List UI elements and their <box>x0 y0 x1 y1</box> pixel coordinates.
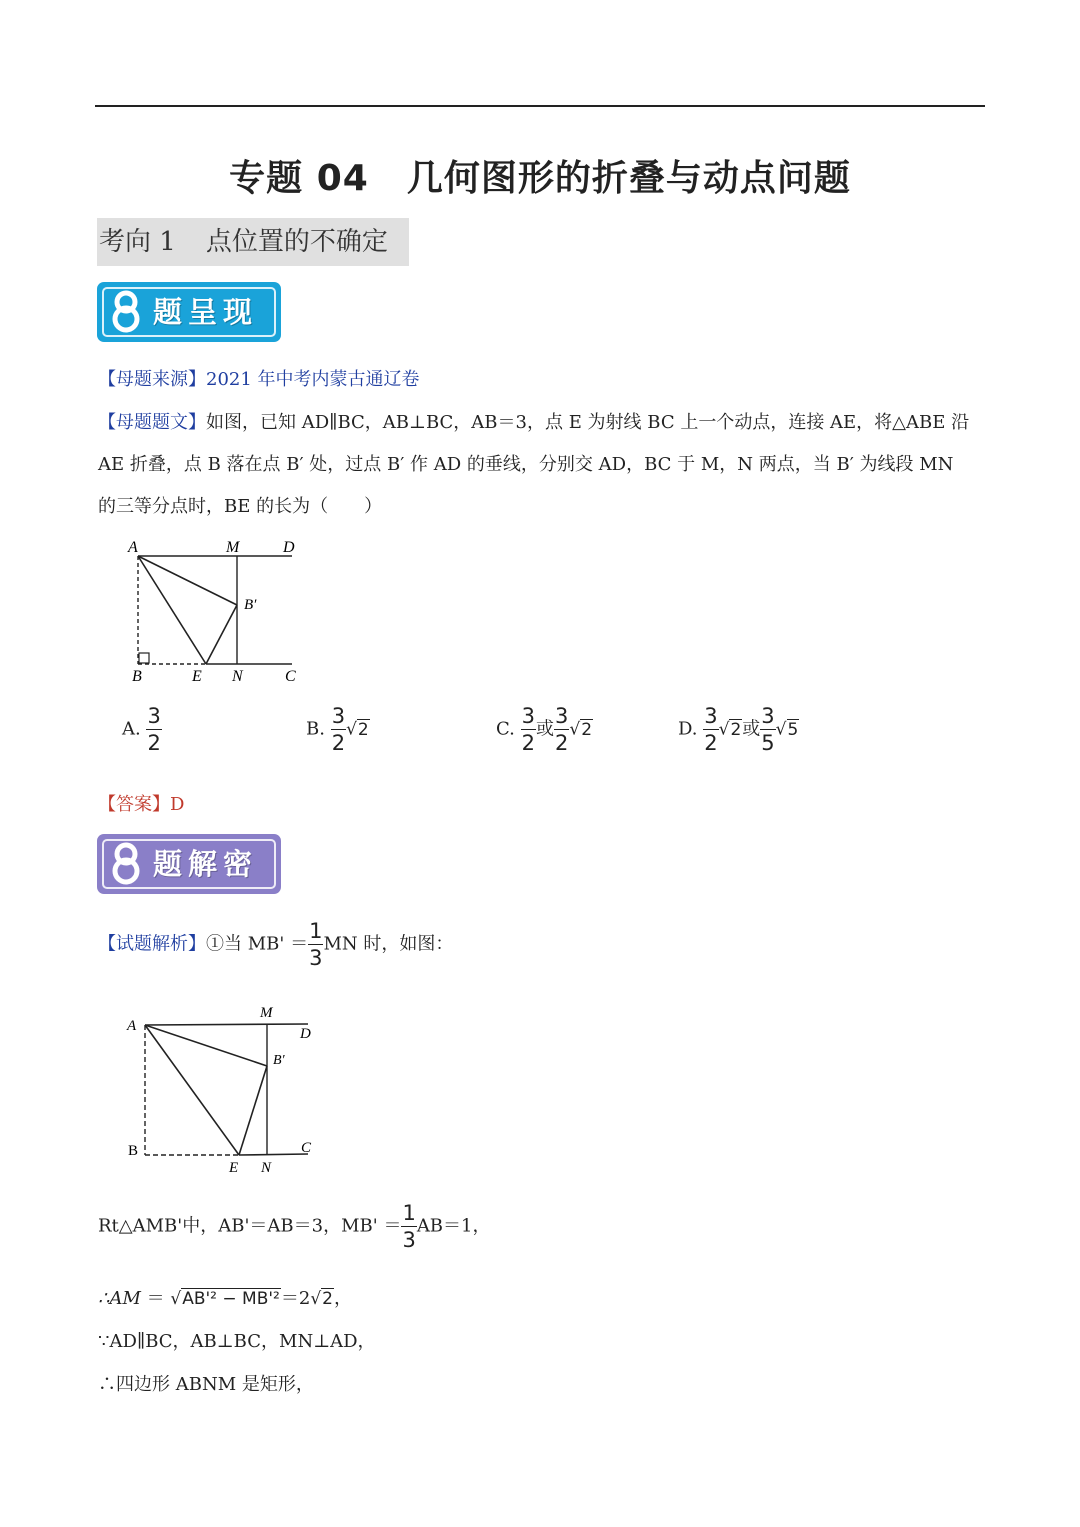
fig2-label-B: B <box>128 1143 139 1159</box>
problem-tag: 【母题题文】 <box>98 412 206 433</box>
source-tag: 【母题来源】 <box>98 369 206 390</box>
fig2-label-D: D <box>300 1026 311 1042</box>
fig2-label-E: E <box>229 1160 239 1176</box>
problem-text-1: 如图，已知 AD∥BC，AB⊥BC，AB＝3，点 E 为射线 BC 上一个动点，连接 AE，将△ABE 沿 <box>206 412 970 433</box>
fig1-label-N: N <box>232 668 243 685</box>
option-b: B. $\frac{3}{2}$ √2 <box>306 704 369 755</box>
fig2-label-A: A <box>127 1018 137 1034</box>
problem-line-3: 的三等分点时，BE 的长为（ ） <box>98 496 383 517</box>
option-c: C. $\frac{3}{2}$ 或 $\frac{3}{2}$ √2 <box>496 704 593 755</box>
kaoxiang-label: 考向 1 <box>99 227 176 257</box>
analysis-tag: 【试题解析】 <box>98 933 206 955</box>
eight-icon <box>107 841 145 885</box>
fig1-label-C: C <box>285 668 296 685</box>
header-rule <box>95 105 985 107</box>
fig1-label-Bp: B′ <box>244 597 257 613</box>
analysis-line: 【试题解析】①当 MB' ＝ $\frac{1}{3}$ MN 时，如图： <box>98 919 454 970</box>
kaoxiang-heading <box>97 218 409 266</box>
step-1: Rt△AMB'中，AB'＝AB＝3，MB' ＝ $\frac{1}{3}$ AB＝1， <box>98 1201 491 1252</box>
badge-solve <box>97 834 281 894</box>
badge-present <box>97 282 281 342</box>
answer-line <box>98 790 184 816</box>
title-right: 几何图形的折叠与动点问题 <box>406 158 851 199</box>
option-b-radical: √2 <box>346 719 369 740</box>
figure-2 <box>118 1000 328 1180</box>
option-a-fraction: $\frac{3}{2}$ <box>147 704 161 755</box>
kaoxiang-topic: 点位置的不确定 <box>205 227 388 257</box>
answer-value: D <box>170 794 185 815</box>
fig2-label-M: M <box>260 1005 273 1021</box>
fig2-label-C: C <box>301 1140 312 1156</box>
step1-fraction: $\frac{1}{3}$ <box>402 1201 416 1252</box>
page-title <box>0 150 1080 201</box>
source-line <box>98 365 420 391</box>
problem-line-2: AE 折叠，点 B 落在点 B′ 处，过点 B′ 作 AD 的垂线，分别交 AD，BC 于 M，N 两点，当 B′ 为线段 MN <box>98 454 954 475</box>
fig1-label-A: A <box>128 539 138 556</box>
step-4: ∴四边形 ABNM 是矩形， <box>98 1374 314 1395</box>
eight-icon <box>107 289 145 333</box>
badge-solve-text: 题解密 <box>153 847 259 881</box>
title-left: 专题 04 <box>229 158 369 199</box>
fig1-label-D: D <box>283 539 295 556</box>
option-a: A. $\frac{3}{2}$ <box>122 704 161 755</box>
source-text: 2021 年中考内蒙古通辽卷 <box>206 369 420 390</box>
badge-present-text: 题呈现 <box>153 295 259 329</box>
analysis-fraction: $\frac{1}{3}$ <box>309 919 323 970</box>
analysis-circle: ① <box>206 933 224 955</box>
step-3: ∵AD∥BC，AB⊥BC，MN⊥AD， <box>98 1331 376 1352</box>
problem-line-1 <box>98 408 969 434</box>
figure-1 <box>120 533 310 688</box>
fig1-label-E: E <box>192 668 202 685</box>
option-d: D. $\frac{3}{2}$ √2或 $\frac{3}{5}$ √5 <box>678 704 799 755</box>
fig1-label-M: M <box>226 539 240 556</box>
fig1-label-B: B <box>132 668 142 685</box>
step-2: ∴AM ＝ √AB'² − MB'²＝2√2， <box>98 1288 352 1309</box>
fig2-label-N: N <box>261 1160 272 1176</box>
fig2-label-Bp: B′ <box>273 1053 285 1068</box>
step2-radical: √AB'² − MB'² <box>170 1289 280 1309</box>
answer-tag: 【答案】 <box>98 794 170 815</box>
